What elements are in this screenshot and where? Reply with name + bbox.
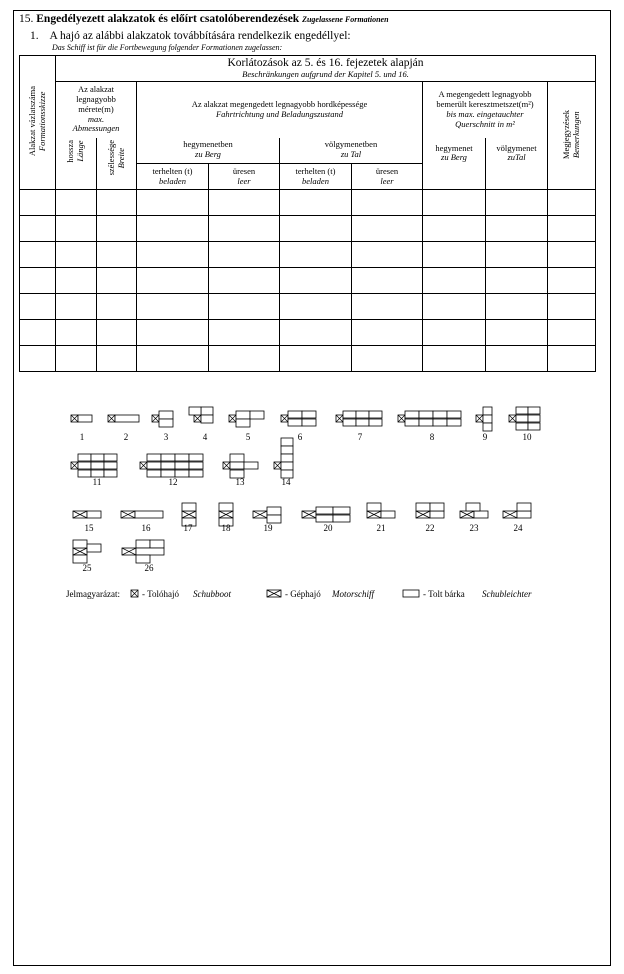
- barge-rect: [135, 511, 163, 518]
- table-cell[interactable]: [209, 294, 280, 320]
- formation-number: 12: [168, 477, 178, 487]
- barge-rect: [175, 462, 189, 469]
- formation-number: 2: [123, 432, 129, 442]
- table-cell[interactable]: [548, 294, 596, 320]
- table-cell[interactable]: [97, 216, 137, 242]
- barge-rect: [281, 446, 293, 454]
- barge-rect: [466, 503, 480, 511]
- barge-rect: [447, 411, 461, 418]
- barge-rect: [78, 462, 91, 469]
- formation-number: 15: [84, 523, 94, 533]
- barge-rect: [517, 503, 531, 511]
- section-heading: [19, 13, 389, 25]
- barge-rect: [91, 462, 104, 469]
- barge-rect: [483, 415, 492, 423]
- table-body: [20, 190, 596, 372]
- table-cell[interactable]: [209, 268, 280, 294]
- formation-number: 25: [82, 563, 92, 573]
- barge-rect: [302, 411, 316, 418]
- table-cell[interactable]: [486, 346, 548, 372]
- table-row: [20, 294, 596, 320]
- table-cell[interactable]: [423, 346, 486, 372]
- table-cell[interactable]: [486, 268, 548, 294]
- formation-number: 10: [522, 432, 532, 442]
- section-upstream-header: hegymenet zu Berg: [423, 138, 486, 190]
- barge-rect: [416, 503, 430, 511]
- barge-rect: [104, 470, 117, 477]
- table-row: [20, 190, 596, 216]
- barge-rect: [367, 503, 381, 511]
- table-cell[interactable]: [423, 268, 486, 294]
- downstream-header: völgymenetben zu Tal: [280, 138, 423, 164]
- barge-rect: [516, 407, 528, 414]
- down-empty-header: üresen leer: [352, 164, 423, 190]
- barge-rect: [302, 419, 316, 426]
- table-cell[interactable]: [97, 190, 137, 216]
- barge-rect: [189, 462, 203, 469]
- formation-number: 19: [263, 523, 273, 533]
- barge-rect: [78, 470, 91, 477]
- barge-rect: [333, 515, 350, 522]
- barge-rect: [430, 511, 444, 518]
- barge-rect: [528, 423, 540, 430]
- restrictions-main-header: Korlátozások az 5. és 16. fejezetek alapján Beschränkungen aufgrund der Kapitel 5. und 16.: [56, 56, 596, 82]
- table-cell[interactable]: [137, 268, 209, 294]
- table-row: [20, 268, 596, 294]
- formation-number: 21: [376, 523, 386, 533]
- item-heading: [30, 30, 351, 42]
- table-cell[interactable]: [209, 346, 280, 372]
- barge-rect: [516, 423, 528, 430]
- table-cell[interactable]: [352, 294, 423, 320]
- barge-rect: [405, 411, 419, 418]
- barge-rect: [343, 419, 356, 426]
- down-loaded-header: terhelten (t) beladen: [280, 164, 352, 190]
- table-cell[interactable]: [423, 190, 486, 216]
- width-header: szélessége Breite: [97, 138, 137, 190]
- table-cell[interactable]: [209, 216, 280, 242]
- barge-rect: [136, 555, 150, 563]
- barge-rect: [267, 507, 281, 515]
- table-cell[interactable]: [352, 346, 423, 372]
- barge-rect: [316, 507, 333, 514]
- table-cell[interactable]: [548, 190, 596, 216]
- barge-rect: [175, 470, 189, 477]
- barge-rect: [356, 419, 369, 426]
- barge-rect: [288, 419, 302, 426]
- barge-rect: [73, 540, 87, 548]
- barge-rect: [161, 470, 175, 477]
- legend-motor-de: Motorschiff: [332, 589, 374, 599]
- barge-rect: [230, 454, 244, 462]
- up-loaded-header: terhelten (t) beladen: [137, 164, 209, 190]
- table-cell[interactable]: [548, 346, 596, 372]
- formation-number: 24: [513, 523, 523, 533]
- table-cell[interactable]: [209, 190, 280, 216]
- barge-rect: [516, 415, 528, 422]
- barge-rect: [483, 423, 492, 431]
- table-cell[interactable]: [486, 242, 548, 268]
- barge-rect: [430, 503, 444, 511]
- barge-rect: [517, 511, 531, 518]
- barge-rect: [150, 540, 164, 548]
- table-cell[interactable]: [423, 320, 486, 346]
- barge-rect: [528, 407, 540, 414]
- table-cell[interactable]: [280, 268, 352, 294]
- table-cell[interactable]: [97, 294, 137, 320]
- table-cell[interactable]: [352, 268, 423, 294]
- barge-rect: [281, 438, 293, 446]
- barge-rect: [288, 411, 302, 418]
- barge-rect: [419, 411, 433, 418]
- remarks-header: Megjegyzések Bemerkungen: [548, 82, 596, 190]
- barge-rect: [201, 415, 213, 423]
- barge-rect: [433, 411, 447, 418]
- barge-rect: [159, 411, 173, 419]
- table-cell[interactable]: [352, 320, 423, 346]
- up-empty-header: üresen leer: [209, 164, 280, 190]
- barge-rect: [115, 415, 139, 422]
- table-cell[interactable]: [486, 216, 548, 242]
- legend-barge-de: Schubleichter: [482, 589, 532, 599]
- col-sketch-header: Alakzat vázlatszáma Formationsskizze: [20, 56, 56, 190]
- formation-number: 6: [297, 432, 303, 442]
- capacity-header: Az alakzat megengedett legnagyobb hordképessége Fahrtrichtung und Beladungszustand: [137, 82, 423, 138]
- barge-rect: [91, 470, 104, 477]
- table-cell[interactable]: [137, 320, 209, 346]
- formation-number: 17: [183, 523, 193, 533]
- table-cell[interactable]: [352, 242, 423, 268]
- barge-rect: [161, 462, 175, 469]
- formation-number: 9: [482, 432, 488, 442]
- barge-rect: [147, 454, 161, 461]
- table-cell[interactable]: [486, 294, 548, 320]
- barge-rect: [91, 454, 104, 461]
- table-cell[interactable]: [56, 320, 97, 346]
- barge-rect: [381, 511, 395, 518]
- formation-number: 5: [245, 432, 251, 442]
- barge-rect: [244, 462, 258, 469]
- table-cell[interactable]: [56, 190, 97, 216]
- barge-rect: [201, 407, 213, 415]
- table-cell[interactable]: [423, 242, 486, 268]
- table-cell[interactable]: [423, 216, 486, 242]
- table-cell[interactable]: [548, 268, 596, 294]
- legend-pusher: - Tolóhajó: [142, 589, 179, 599]
- formation-number: 23: [469, 523, 479, 533]
- formation-number: 16: [141, 523, 151, 533]
- barge-rect: [528, 415, 540, 422]
- barge-rect: [147, 470, 161, 477]
- barge-rect: [281, 462, 293, 470]
- table-cell[interactable]: [20, 242, 56, 268]
- table-cell[interactable]: [548, 320, 596, 346]
- table-row: [20, 242, 596, 268]
- barge-rect: [136, 540, 150, 548]
- table-cell[interactable]: [20, 268, 56, 294]
- table-cell[interactable]: [56, 268, 97, 294]
- formation-sketches: [0, 400, 624, 600]
- upstream-header: hegymenetben zu Berg: [137, 138, 280, 164]
- length-header: hossza Länge: [56, 138, 97, 190]
- barge-rect: [78, 415, 92, 422]
- barge-rect: [219, 503, 233, 511]
- legend-title: Jelmagyarázat:: [66, 589, 120, 599]
- table-cell[interactable]: [97, 268, 137, 294]
- restrictions-table: [19, 55, 596, 372]
- barge-rect: [483, 407, 492, 415]
- barge-rect: [189, 470, 203, 477]
- barge-rect: [419, 419, 433, 426]
- table-cell[interactable]: [20, 346, 56, 372]
- barge-rect: [73, 555, 87, 563]
- table-cell[interactable]: [423, 294, 486, 320]
- table-cell[interactable]: [209, 242, 280, 268]
- section-title: Engedélyezett alakzatok és előírt csatolóberendezések: [36, 13, 300, 25]
- barge-rect: [343, 411, 356, 418]
- table-cell[interactable]: [137, 242, 209, 268]
- legend-motor: - Géphajó: [285, 589, 321, 599]
- table-cell[interactable]: [548, 242, 596, 268]
- barge-rect: [405, 419, 419, 426]
- formation-number: 20: [323, 523, 333, 533]
- table-cell[interactable]: [20, 320, 56, 346]
- legend-pusher-de: Schubboot: [193, 589, 231, 599]
- barge-rect: [369, 419, 382, 426]
- table-cell[interactable]: [97, 346, 137, 372]
- table-row: [20, 346, 596, 372]
- table-cell[interactable]: [56, 346, 97, 372]
- table-cell[interactable]: [280, 346, 352, 372]
- table-row: [20, 320, 596, 346]
- table-cell[interactable]: [20, 294, 56, 320]
- section-number: 15.: [19, 13, 34, 25]
- barge-rect: [250, 411, 264, 419]
- formation-number: 14: [281, 477, 291, 487]
- table-cell[interactable]: [280, 294, 352, 320]
- item-text-de: Das Schiff ist für die Fortbewegung folgender Formationen zugelassen:: [52, 43, 283, 52]
- barge-rect: [104, 454, 117, 461]
- table-cell[interactable]: [20, 190, 56, 216]
- barge-rect: [316, 515, 333, 522]
- table-cell[interactable]: [352, 216, 423, 242]
- barge-rect: [87, 544, 101, 552]
- formation-number: 22: [425, 523, 435, 533]
- formation-number: 26: [144, 563, 154, 573]
- table-cell[interactable]: [97, 320, 137, 346]
- cross-section-header: A megengedett legnagyobb bemerült keresztmetszet(m²) bis max. eingetauchter Querschnitt in m²: [423, 82, 548, 138]
- table-cell[interactable]: [486, 320, 548, 346]
- table-cell[interactable]: [280, 242, 352, 268]
- table-cell[interactable]: [56, 242, 97, 268]
- barge-rect: [281, 454, 293, 462]
- table-cell[interactable]: [137, 190, 209, 216]
- table-cell[interactable]: [548, 216, 596, 242]
- table-cell[interactable]: [137, 216, 209, 242]
- table-cell[interactable]: [137, 294, 209, 320]
- barge-rect: [433, 419, 447, 426]
- table-cell[interactable]: [56, 216, 97, 242]
- section-title-de: Zugelassene Formationen: [302, 15, 389, 24]
- table-cell[interactable]: [280, 320, 352, 346]
- item-number: 1.: [30, 30, 39, 42]
- barge-rect: [189, 407, 201, 415]
- barge-rect: [369, 411, 382, 418]
- barge-rect: [136, 548, 164, 555]
- barge-rect: [333, 507, 350, 514]
- dims-header: Az alakzat legnagyobb mérete(m) max. Abmessungen: [56, 82, 137, 138]
- table-cell[interactable]: [280, 216, 352, 242]
- table-cell[interactable]: [20, 216, 56, 242]
- barge-rect: [182, 503, 196, 511]
- table-cell[interactable]: [97, 242, 137, 268]
- barge-rect: [147, 462, 161, 469]
- barge-rect: [236, 411, 250, 419]
- barge-rect: [447, 419, 461, 426]
- table-cell[interactable]: [486, 190, 548, 216]
- barge-rect: [175, 454, 189, 461]
- formation-number: 18: [221, 523, 231, 533]
- barge-rect: [230, 462, 244, 469]
- barge-rect: [87, 511, 101, 518]
- barge-rect: [474, 511, 488, 518]
- barge-rect: [159, 419, 173, 427]
- barge-rect: [267, 515, 281, 523]
- table-cell[interactable]: [280, 190, 352, 216]
- barge-rect: [356, 411, 369, 418]
- barge-rect: [104, 462, 117, 469]
- formation-number: 11: [92, 477, 102, 487]
- legend-barge: - Tolt bárka: [423, 589, 465, 599]
- table-row: [20, 216, 596, 242]
- barge-icon: [403, 590, 419, 597]
- formation-number: 1: [79, 432, 85, 442]
- formation-number: 3: [163, 432, 169, 442]
- formation-number: 8: [429, 432, 435, 442]
- section-downstream-header: völgymenet zuTal: [486, 138, 548, 190]
- barge-rect: [236, 419, 250, 427]
- formation-number: 4: [202, 432, 208, 442]
- formation-number: 13: [235, 477, 245, 487]
- barge-rect: [189, 454, 203, 461]
- table-cell[interactable]: [56, 294, 97, 320]
- table-cell[interactable]: [352, 190, 423, 216]
- barge-rect: [78, 454, 91, 461]
- table-cell[interactable]: [137, 346, 209, 372]
- item-text: A hajó az alábbi alakzatok továbbítására rendelkezik engedéllyel:: [49, 30, 351, 42]
- formation-number: 7: [357, 432, 363, 442]
- barge-rect: [161, 454, 175, 461]
- table-cell[interactable]: [209, 320, 280, 346]
